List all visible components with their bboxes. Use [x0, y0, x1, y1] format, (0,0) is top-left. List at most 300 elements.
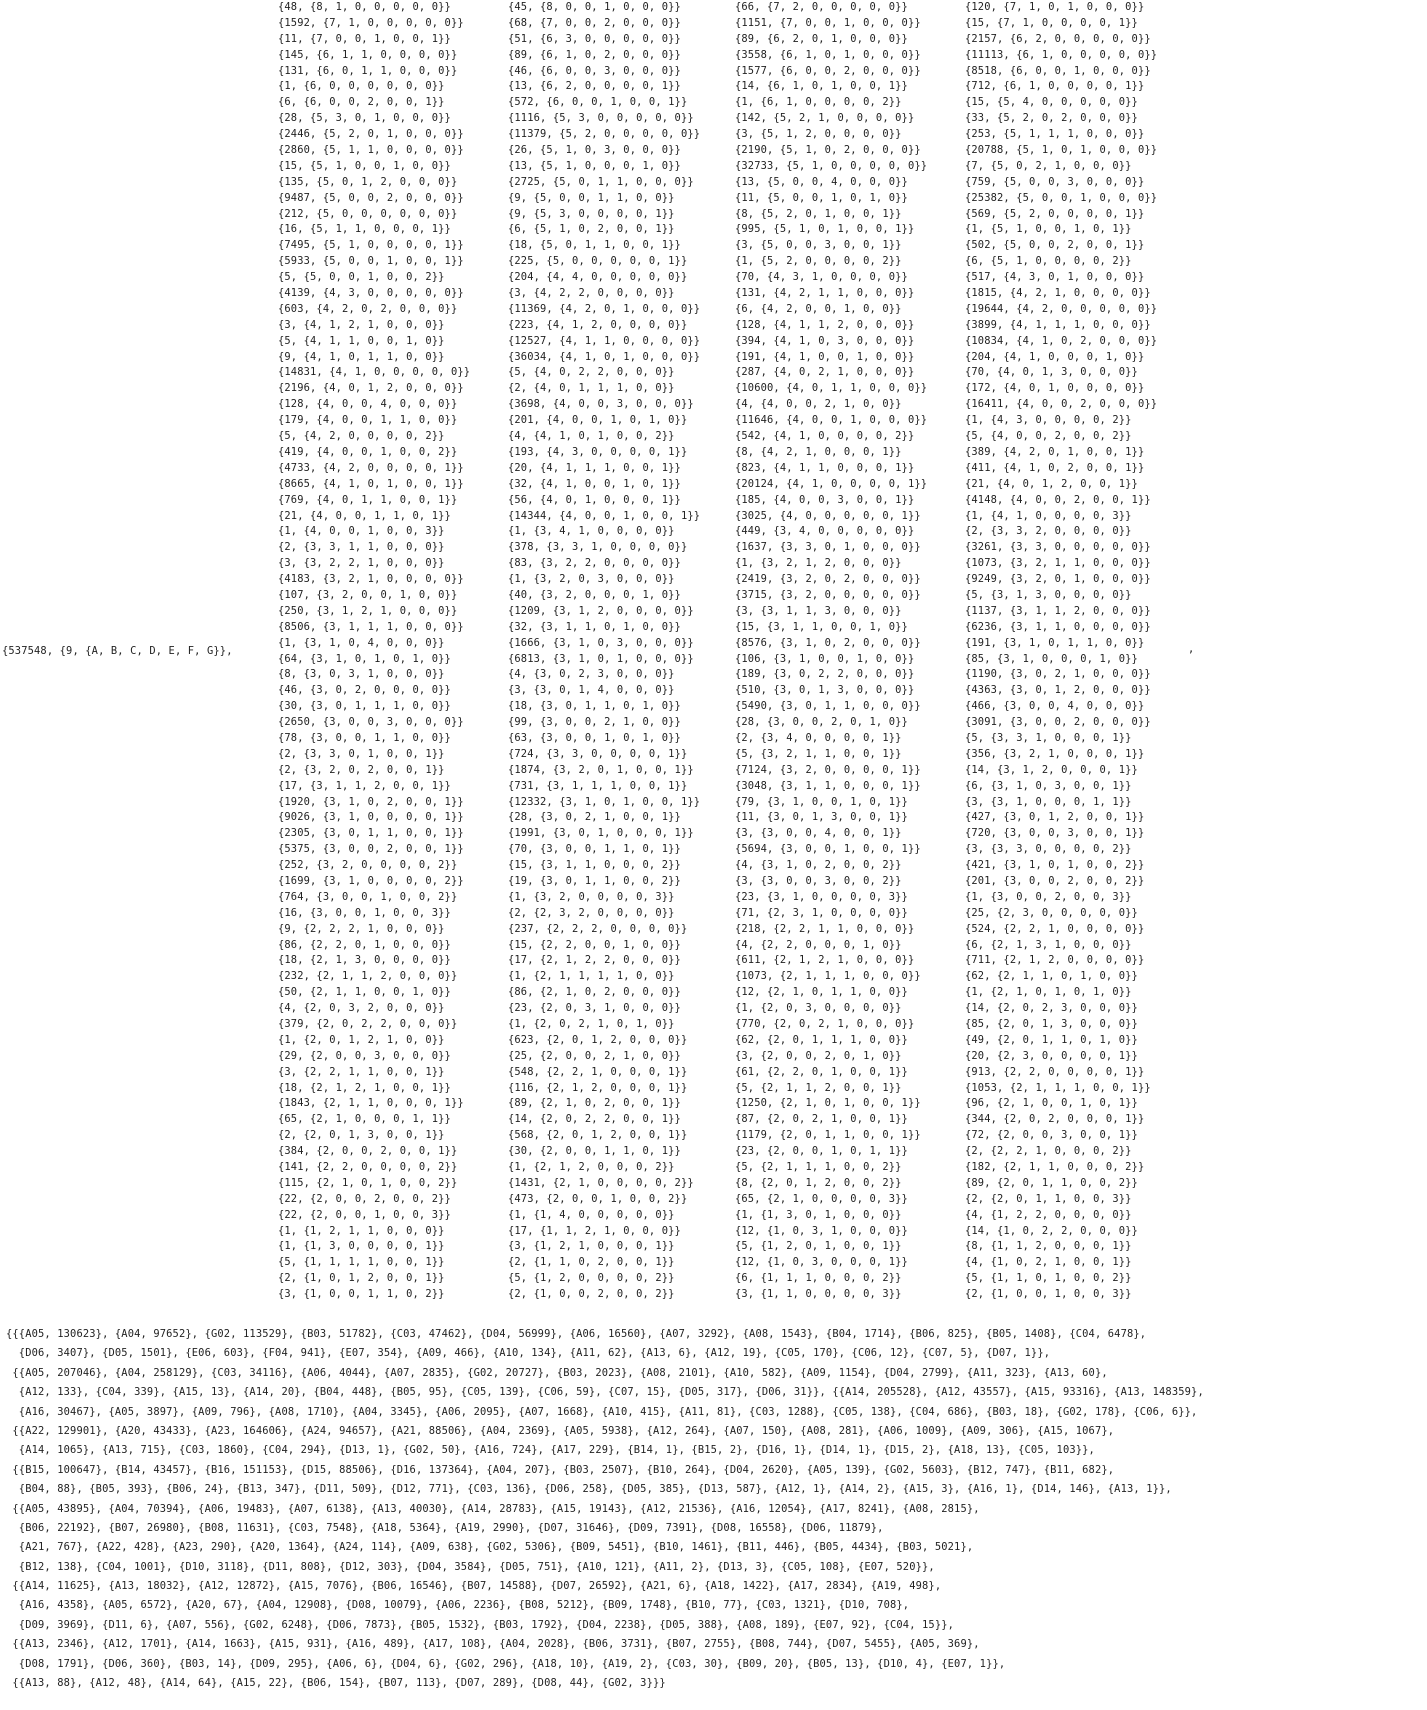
result-entry: {70, {3, 0, 0, 1, 1, 0, 1}} — [508, 843, 681, 856]
result-entry: {344, {2, 0, 2, 0, 0, 0, 1}} — [965, 1113, 1145, 1126]
result-entry: {1, {3, 0, 0, 2, 0, 0, 3}} — [965, 890, 1132, 903]
result-entry: {128, {4, 1, 1, 2, 0, 0, 0}} — [735, 318, 915, 331]
result-entry: {1, {2, 1, 0, 1, 0, 1, 0}} — [965, 986, 1132, 999]
result-entry: {128, {4, 0, 0, 4, 0, 0, 0}} — [278, 398, 458, 411]
result-entry: {2650, {3, 0, 0, 3, 0, 0, 0}} — [278, 716, 464, 729]
result-entry: {3558, {6, 1, 0, 1, 0, 0, 0}} — [735, 48, 921, 61]
result-entry: {11369, {4, 2, 0, 1, 0, 0, 0}} — [508, 302, 701, 315]
footer-line: {{A05, 43895}, {A04, 70394}, {A06, 19483}, {A07, 6138}, {A13, 40030}, {A14, 28783}, {A15, 19143}, {A12, 21536}, {A16, 12054}, {A17, 8241}, {A08, 2815}, — [6, 1502, 980, 1515]
footer-line: {B04, 88}, {B05, 393}, {B06, 24}, {B13, 347}, {D11, 509}, {D12, 771}, {C03, 136}, {D06, 258}, {D05, 385}, {D13, 587}, {A12, 1}, {A14, 2}, {A15, 3}, {A16, 1}, {D14, 146}, {A13, 1}}, — [6, 1483, 1172, 1496]
result-entry: {18, {2, 1, 2, 1, 0, 0, 1}} — [278, 1081, 451, 1094]
result-entry: {764, {3, 0, 0, 1, 0, 0, 2}} — [278, 890, 458, 903]
result-entry: {759, {5, 0, 0, 3, 0, 0, 0}} — [965, 175, 1145, 188]
result-entry: {5, {5, 0, 0, 1, 0, 0, 2}} — [278, 271, 445, 284]
result-entry: {4, {2, 2, 0, 0, 0, 1, 0}} — [735, 938, 902, 951]
result-entry: {106, {3, 1, 0, 0, 1, 0, 0}} — [735, 652, 915, 665]
result-entry: {13, {6, 2, 0, 0, 0, 0, 1}} — [508, 80, 681, 93]
result-entry: {1, {2, 0, 2, 1, 0, 1, 0}} — [508, 1018, 675, 1030]
result-entry: {1, {2, 1, 2, 0, 0, 0, 2}} — [508, 1161, 675, 1174]
result-entry: {1592, {7, 1, 0, 0, 0, 0, 0}} — [278, 16, 464, 29]
result-entry: {5, {3, 2, 1, 1, 0, 0, 1}} — [735, 747, 902, 760]
result-entry: {185, {4, 0, 0, 3, 0, 0, 1}} — [735, 493, 915, 506]
footer-line: {A16, 4358}, {A05, 6572}, {A20, 67}, {A04, 12908}, {D08, 10079}, {A06, 2236}, {B08, 5212}, {B09, 1748}, {B10, 77}, {C03, 1321}, {D10, 708}, — [6, 1599, 910, 1612]
result-entry: {131, {4, 2, 1, 1, 0, 0, 0}} — [735, 287, 915, 300]
result-entry: {21, {4, 0, 0, 1, 1, 0, 1}} — [278, 509, 451, 522]
result-entry: {8, {3, 0, 3, 1, 0, 0, 0}} — [278, 668, 445, 681]
result-entry: {7, {5, 0, 2, 1, 0, 0, 0}} — [965, 159, 1132, 172]
result-entry: {1073, {2, 1, 1, 1, 0, 0, 0}} — [735, 970, 921, 983]
result-entry: {1, {1, 3, 0, 1, 0, 0, 0}} — [735, 1208, 902, 1221]
result-entry: {13, {5, 0, 0, 4, 0, 0, 0}} — [735, 175, 908, 188]
result-entry: {6, {6, 0, 0, 2, 0, 0, 1}} — [278, 96, 445, 109]
result-entry: {56, {4, 0, 1, 0, 0, 0, 1}} — [508, 493, 681, 506]
result-entry: {21, {4, 0, 1, 2, 0, 0, 1}} — [965, 477, 1138, 490]
result-entry: {5933, {5, 0, 0, 1, 0, 0, 1}} — [278, 255, 464, 268]
result-entry: {712, {6, 1, 0, 0, 0, 0, 1}} — [965, 80, 1145, 93]
result-entry: {11646, {4, 0, 0, 1, 0, 0, 0}} — [735, 414, 928, 427]
result-entry: {9, {5, 3, 0, 0, 0, 0, 1}} — [508, 207, 675, 220]
result-column-2 — [508, 0, 700, 1303]
result-entry: {72, {2, 0, 0, 3, 0, 0, 1}} — [965, 1129, 1138, 1142]
result-entry: {1, {2, 1, 1, 1, 1, 0, 0}} — [508, 970, 675, 983]
result-entry: {179, {4, 0, 0, 1, 1, 0, 0}} — [278, 414, 458, 427]
result-entry: {4733, {4, 2, 0, 0, 0, 0, 1}} — [278, 461, 464, 474]
result-entry: {23, {2, 0, 0, 1, 0, 1, 1}} — [735, 1145, 908, 1158]
result-entry: {96, {2, 1, 0, 0, 1, 0, 1}} — [965, 1097, 1138, 1110]
result-entry: {16, {5, 1, 1, 0, 0, 0, 1}} — [278, 223, 451, 236]
result-entry: {25382, {5, 0, 0, 1, 0, 0, 0}} — [965, 191, 1158, 204]
result-entry: {2196, {4, 0, 1, 2, 0, 0, 0}} — [278, 382, 464, 395]
result-entry: {3048, {3, 1, 1, 0, 0, 0, 1}} — [735, 779, 921, 792]
result-entry: {46, {3, 0, 2, 0, 0, 0, 0}} — [278, 684, 451, 697]
result-entry: {9, {2, 2, 2, 1, 0, 0, 0}} — [278, 922, 445, 935]
result-entry: {2725, {5, 0, 1, 1, 0, 0, 0}} — [508, 175, 694, 188]
result-entry: {62, {2, 0, 1, 1, 1, 0, 0}} — [735, 1033, 908, 1046]
result-entry: {218, {2, 2, 1, 1, 0, 0, 0}} — [735, 922, 915, 935]
result-entry: {6, {5, 1, 0, 2, 0, 0, 1}} — [508, 223, 675, 236]
result-entry: {89, {6, 1, 0, 2, 0, 0, 0}} — [508, 48, 681, 61]
result-entry: {172, {4, 0, 1, 0, 0, 0, 0}} — [965, 382, 1145, 395]
result-entry: {12332, {3, 1, 0, 1, 0, 0, 1}} — [508, 795, 701, 808]
result-entry: {46, {6, 0, 0, 3, 0, 0, 0}} — [508, 64, 681, 77]
result-entry: {2446, {5, 2, 0, 1, 0, 0, 0}} — [278, 128, 464, 141]
result-entry: {7124, {3, 2, 0, 0, 0, 0, 1}} — [735, 763, 921, 776]
result-entry: {5, {2, 1, 1, 2, 0, 0, 1}} — [735, 1081, 902, 1094]
result-entry: {449, {3, 4, 0, 0, 0, 0, 0}} — [735, 525, 915, 538]
result-entry: {86, {2, 1, 0, 2, 0, 0, 0}} — [508, 986, 681, 999]
result-entry: {22, {2, 0, 0, 2, 0, 0, 2}} — [278, 1192, 451, 1205]
result-entry: {15, {5, 1, 0, 0, 1, 0, 0}} — [278, 159, 451, 172]
result-entry: {1116, {5, 3, 0, 0, 0, 0, 0}} — [508, 112, 694, 125]
result-entry: {3, {2, 0, 0, 2, 0, 1, 0}} — [735, 1049, 902, 1062]
result-entry: {3, {1, 0, 0, 1, 1, 0, 2}} — [278, 1288, 445, 1301]
result-entry: {15, {2, 2, 0, 0, 1, 0, 0}} — [508, 938, 681, 951]
result-entry: {510, {3, 0, 1, 3, 0, 0, 0}} — [735, 684, 915, 697]
result-entry: {4139, {4, 3, 0, 0, 0, 0, 0}} — [278, 287, 464, 300]
result-entry: {5, {4, 0, 2, 2, 0, 0, 0}} — [508, 366, 675, 379]
result-entry: {3, {3, 3, 0, 0, 0, 0, 2}} — [965, 843, 1132, 856]
result-entry: {1, {4, 0, 0, 1, 0, 0, 3}} — [278, 525, 445, 538]
result-entry: {1190, {3, 0, 2, 1, 0, 0, 0}} — [965, 668, 1151, 681]
result-entry: {28, {5, 3, 0, 1, 0, 0, 0}} — [278, 112, 451, 125]
result-entry: {1, {4, 3, 0, 0, 0, 0, 2}} — [965, 414, 1132, 427]
result-entry: {20788, {5, 1, 0, 1, 0, 0, 0}} — [965, 144, 1158, 157]
result-entry: {731, {3, 1, 1, 1, 0, 0, 1}} — [508, 779, 688, 792]
result-entry: {4, {4, 0, 0, 2, 1, 0, 0}} — [735, 398, 902, 411]
result-entry: {115, {2, 1, 0, 1, 0, 0, 2}} — [278, 1176, 458, 1189]
result-entry: {22, {2, 0, 0, 1, 0, 0, 3}} — [278, 1208, 451, 1221]
result-entry: {1, {2, 0, 1, 2, 1, 0, 0}} — [278, 1033, 445, 1046]
result-entry: {6, {4, 2, 0, 0, 1, 0, 0}} — [735, 302, 902, 315]
result-entry: {71, {2, 3, 1, 0, 0, 0, 0}} — [735, 906, 908, 919]
footer-line: {B12, 138}, {C04, 1001}, {D10, 3118}, {D11, 808}, {D12, 303}, {D04, 3584}, {D05, 751}, {A10, 121}, {A11, 2}, {D13, 3}, {C05, 108}, {E07, 520}}, — [6, 1560, 935, 1573]
result-column-4 — [965, 0, 1157, 1303]
result-entry: {8506, {3, 1, 1, 1, 0, 0, 0}} — [278, 620, 464, 633]
result-entry: {427, {3, 0, 1, 2, 0, 0, 1}} — [965, 811, 1145, 824]
result-entry: {1, {1, 2, 1, 1, 0, 0, 0}} — [278, 1224, 445, 1237]
result-entry: {2190, {5, 1, 0, 2, 0, 0, 0}} — [735, 144, 921, 157]
result-entry: {5, {3, 1, 3, 0, 0, 0, 0}} — [965, 588, 1132, 601]
result-entry: {19, {3, 0, 1, 1, 0, 0, 2}} — [508, 874, 681, 887]
result-entry: {30, {3, 0, 1, 1, 1, 0, 0}} — [278, 700, 451, 713]
result-entry: {1577, {6, 0, 0, 2, 0, 0, 0}} — [735, 64, 921, 77]
result-entry: {5, {4, 0, 0, 2, 0, 0, 2}} — [965, 430, 1132, 443]
result-entry: {14, {2, 0, 2, 3, 0, 0, 0}} — [965, 1002, 1138, 1015]
result-entry: {4, {4, 1, 0, 1, 0, 0, 2}} — [508, 430, 675, 443]
footer-line: {D09, 3969}, {D11, 6}, {A07, 556}, {G02, 6248}, {D06, 7873}, {B05, 1532}, {B03, 1792}, {D04, 2238}, {D05, 388}, {A08, 189}, {E07, 92}, {C04, 15}}, — [6, 1618, 955, 1631]
result-entry: {1666, {3, 1, 0, 3, 0, 0, 0}} — [508, 636, 694, 649]
result-entry: {5375, {3, 0, 0, 2, 0, 0, 1}} — [278, 843, 464, 856]
result-entry: {12527, {4, 1, 1, 0, 0, 0, 0}} — [508, 334, 701, 347]
result-entry: {9026, {3, 1, 0, 0, 0, 0, 1}} — [278, 811, 464, 824]
footer-line: {A21, 767}, {A22, 428}, {A23, 290}, {A20, 1364}, {A24, 114}, {A09, 638}, {G02, 5306}, {B09, 5451}, {B10, 1461}, {B11, 446}, {B05, 4434}, {B03, 5021}, — [6, 1541, 974, 1554]
result-entry: {6, {3, 1, 0, 3, 0, 0, 1}} — [965, 779, 1132, 792]
result-entry: {68, {7, 0, 0, 2, 0, 0, 0}} — [508, 16, 681, 29]
result-entry: {20, {4, 1, 1, 1, 0, 0, 1}} — [508, 461, 681, 474]
result-entry: {14, {2, 0, 2, 2, 0, 0, 1}} — [508, 1113, 681, 1126]
result-entry: {6, {5, 1, 0, 0, 0, 0, 2}} — [965, 255, 1132, 268]
result-entry: {204, {4, 1, 0, 0, 0, 1, 0}} — [965, 350, 1145, 363]
result-entry: {8665, {4, 1, 0, 1, 0, 0, 1}} — [278, 477, 464, 490]
result-entry: {19644, {4, 2, 0, 0, 0, 0, 0}} — [965, 302, 1158, 315]
result-entry: {2, {1, 0, 1, 2, 0, 0, 1}} — [278, 1272, 445, 1285]
result-entry: {237, {2, 2, 2, 0, 0, 0, 0}} — [508, 922, 688, 935]
result-entry: {378, {3, 3, 1, 0, 0, 0, 0}} — [508, 541, 688, 554]
result-entry: {65, {2, 1, 0, 0, 0, 1, 1}} — [278, 1113, 451, 1126]
result-entry: {1815, {4, 2, 1, 0, 0, 0, 0}} — [965, 287, 1151, 300]
result-entry: {16411, {4, 0, 0, 2, 0, 0, 0}} — [965, 398, 1158, 411]
result-entry: {1, {3, 4, 1, 0, 0, 0, 0}} — [508, 525, 675, 538]
result-entry: {3, {1, 1, 0, 0, 0, 0, 3}} — [735, 1288, 902, 1301]
result-entry: {223, {4, 1, 2, 0, 0, 0, 0}} — [508, 318, 688, 331]
result-entry: {131, {6, 0, 1, 1, 0, 0, 0}} — [278, 64, 458, 77]
result-entry: {250, {3, 1, 2, 1, 0, 0, 0}} — [278, 604, 458, 617]
result-entry: {70, {4, 3, 1, 0, 0, 0, 0}} — [735, 271, 908, 284]
result-entry: {394, {4, 1, 0, 3, 0, 0, 0}} — [735, 334, 915, 347]
result-entry: {3, {3, 2, 2, 1, 0, 0, 0}} — [278, 557, 445, 570]
result-entry: {15, {7, 1, 0, 0, 0, 0, 1}} — [965, 16, 1138, 29]
result-entry: {287, {4, 0, 2, 1, 0, 0, 0}} — [735, 366, 915, 379]
result-entry: {40, {3, 2, 0, 0, 0, 1, 0}} — [508, 588, 681, 601]
result-entry: {4, {1, 2, 2, 0, 0, 0, 0}} — [965, 1208, 1132, 1221]
result-entry: {1, {3, 2, 0, 3, 0, 0, 0}} — [508, 573, 675, 586]
result-entry: {107, {3, 2, 0, 0, 1, 0, 0}} — [278, 588, 458, 601]
result-entry: {2, {3, 4, 0, 0, 0, 0, 1}} — [735, 731, 902, 744]
result-entry: {2, {1, 1, 0, 2, 0, 0, 1}} — [508, 1256, 675, 1269]
result-entry: {2, {2, 0, 1, 1, 0, 0, 3}} — [965, 1192, 1132, 1205]
result-entry: {51, {6, 3, 0, 0, 0, 0, 0}} — [508, 32, 681, 45]
result-entry: {63, {3, 0, 0, 1, 0, 1, 0}} — [508, 731, 681, 744]
result-entry: {26, {5, 1, 0, 3, 0, 0, 0}} — [508, 144, 681, 157]
footer-line: {A12, 133}, {C04, 339}, {A15, 13}, {A14, 20}, {B04, 448}, {B05, 95}, {C05, 139}, {C06, 59}, {C07, 15}, {D05, 317}, {D06, 31}}, {{A14, 205528}, {A12, 43557}, {A15, 93316}, {A13, 148359}, — [6, 1386, 1204, 1399]
result-entry: {17, {3, 1, 1, 2, 0, 0, 1}} — [278, 779, 451, 792]
result-entry: {12, {2, 1, 0, 1, 1, 0, 0}} — [735, 986, 908, 999]
result-entry: {10834, {4, 1, 0, 2, 0, 0, 0}} — [965, 334, 1158, 347]
result-entry: {85, {2, 0, 1, 3, 0, 0, 0}} — [965, 1018, 1138, 1030]
result-entry: {32, {3, 1, 1, 0, 1, 0, 0}} — [508, 620, 681, 633]
result-entry: {89, {2, 0, 1, 1, 0, 0, 2}} — [965, 1176, 1138, 1189]
result-entry: {204, {4, 4, 0, 0, 0, 0, 0}} — [508, 271, 688, 284]
result-entry: {1, {3, 2, 1, 2, 0, 0, 0}} — [735, 557, 902, 570]
result-entry: {5694, {3, 0, 0, 1, 0, 0, 1}} — [735, 843, 921, 856]
result-entry: {1, {3, 2, 0, 0, 0, 0, 3}} — [508, 890, 675, 903]
result-entry: {64, {3, 1, 0, 1, 0, 1, 0}} — [278, 652, 451, 665]
footer-line: {A16, 30467}, {A05, 3897}, {A09, 796}, {A08, 1710}, {A04, 3345}, {A06, 2095}, {A07, 1668}, {A10, 415}, {A11, 81}, {C03, 1288}, {C05, 138}, {C04, 686}, {B03, 18}, {G02, 178}, {C06, 6}}, — [6, 1405, 1198, 1418]
result-entry: {2, {4, 0, 1, 1, 1, 0, 0}} — [508, 382, 675, 395]
result-entry: {3, {3, 1, 1, 3, 0, 0, 0}} — [735, 604, 902, 617]
result-entry: {995, {5, 1, 0, 1, 0, 0, 1}} — [735, 223, 915, 236]
result-entry: {85, {3, 1, 0, 0, 0, 1, 0}} — [965, 652, 1138, 665]
result-entry: {66, {7, 2, 0, 0, 0, 0, 0}} — [735, 1, 908, 13]
result-entry: {9487, {5, 0, 0, 2, 0, 0, 0}} — [278, 191, 464, 204]
result-entry: {1, {1, 4, 0, 0, 0, 0, 0}} — [508, 1208, 675, 1221]
result-entry: {142, {5, 2, 1, 0, 0, 0, 0}} — [735, 112, 915, 125]
result-entry: {1209, {3, 1, 2, 0, 0, 0, 0}} — [508, 604, 694, 617]
result-entry: {253, {5, 1, 1, 1, 0, 0, 0}} — [965, 128, 1145, 141]
result-entry: {769, {4, 0, 1, 1, 0, 0, 1}} — [278, 493, 458, 506]
result-entry: {1, {5, 2, 0, 0, 0, 0, 2}} — [735, 255, 902, 268]
result-entry: {3261, {3, 3, 0, 0, 0, 0, 0}} — [965, 541, 1151, 554]
result-entry: {28, {3, 0, 2, 1, 0, 0, 1}} — [508, 811, 681, 824]
footer-line: {{A05, 207046}, {A04, 258129}, {C03, 34116}, {A06, 4044}, {A07, 2835}, {G02, 20727}, {B03, 2023}, {A08, 2101}, {A10, 582}, {A09, 1154}, {D04, 2799}, {A11, 323}, {A13, 60}, — [6, 1366, 1108, 1379]
result-entry: {1431, {2, 1, 0, 0, 0, 0, 2}} — [508, 1176, 694, 1189]
result-entry: {466, {3, 0, 0, 4, 0, 0, 0}} — [965, 700, 1145, 713]
result-entry: {1874, {3, 2, 0, 1, 0, 0, 1}} — [508, 763, 694, 776]
result-entry: {120, {7, 1, 0, 1, 0, 0, 0}} — [965, 1, 1145, 13]
result-entry: {379, {2, 0, 2, 2, 0, 0, 0}} — [278, 1018, 458, 1030]
result-entry: {1637, {3, 3, 0, 1, 0, 0, 0}} — [735, 541, 921, 554]
result-entry: {2, {2, 3, 2, 0, 0, 0, 0}} — [508, 906, 675, 919]
result-entry: {384, {2, 0, 0, 2, 0, 0, 1}} — [278, 1145, 458, 1158]
result-entry: {232, {2, 1, 1, 2, 0, 0, 0}} — [278, 970, 458, 983]
result-entry: {10600, {4, 0, 1, 1, 0, 0, 0}} — [735, 382, 928, 395]
result-entry: {2, {2, 2, 1, 0, 0, 0, 2}} — [965, 1145, 1132, 1158]
result-entry: {14, {3, 1, 2, 0, 0, 0, 1}} — [965, 763, 1138, 776]
result-entry: {1, {5, 1, 0, 0, 1, 0, 1}} — [965, 223, 1132, 236]
result-entry: {623, {2, 0, 1, 2, 0, 0, 0}} — [508, 1033, 688, 1046]
result-entry: {13, {5, 1, 0, 0, 0, 1, 0}} — [508, 159, 681, 172]
result-entry: {3, {3, 0, 1, 4, 0, 0, 0}} — [508, 684, 675, 697]
result-entry: {1, {3, 1, 0, 4, 0, 0, 0}} — [278, 636, 445, 649]
result-entry: {23, {3, 1, 0, 0, 0, 0, 3}} — [735, 890, 908, 903]
result-entry: {20, {2, 3, 0, 0, 0, 0, 1}} — [965, 1049, 1138, 1062]
result-entry: {5, {1, 2, 0, 0, 0, 0, 2}} — [508, 1272, 675, 1285]
result-entry: {3715, {3, 2, 0, 0, 0, 0, 0}} — [735, 588, 921, 601]
result-entry: {29, {2, 0, 0, 3, 0, 0, 0}} — [278, 1049, 451, 1062]
result-entry: {4183, {3, 2, 1, 0, 0, 0, 0}} — [278, 573, 464, 586]
result-entry: {2, {1, 0, 0, 2, 0, 0, 2}} — [508, 1288, 675, 1301]
result-entry: {225, {5, 0, 0, 0, 0, 0, 1}} — [508, 255, 688, 268]
result-entry: {11, {7, 0, 0, 1, 0, 0, 1}} — [278, 32, 451, 45]
result-entry: {36034, {4, 1, 0, 1, 0, 0, 0}} — [508, 350, 701, 363]
result-entry: {611, {2, 1, 2, 1, 0, 0, 0}} — [735, 954, 915, 967]
result-entry: {11113, {6, 1, 0, 0, 0, 0, 0}} — [965, 48, 1158, 61]
result-entry: {45, {8, 0, 0, 1, 0, 0, 0}} — [508, 1, 681, 13]
result-entry: {419, {4, 0, 0, 1, 0, 0, 2}} — [278, 445, 458, 458]
result-entry: {3, {3, 1, 0, 0, 0, 1, 1}} — [965, 795, 1132, 808]
result-entry: {8576, {3, 1, 0, 2, 0, 0, 0}} — [735, 636, 921, 649]
footer-line: {{A13, 2346}, {A12, 1701}, {A14, 1663}, {A15, 931}, {A16, 489}, {A17, 108}, {A04, 2028}, {B06, 3731}, {B07, 2755}, {B08, 744}, {D07, 5455}, {A05, 369}, — [6, 1638, 980, 1651]
result-entry: {79, {3, 1, 0, 0, 1, 0, 1}} — [735, 795, 908, 808]
result-entry: {2419, {3, 2, 0, 2, 0, 0, 0}} — [735, 573, 921, 586]
result-entry: {78, {3, 0, 0, 1, 1, 0, 0}} — [278, 731, 451, 744]
result-entry: {50, {2, 1, 1, 0, 0, 1, 0}} — [278, 986, 451, 999]
result-entry: {1991, {3, 0, 1, 0, 0, 0, 1}} — [508, 827, 694, 840]
result-entry: {1920, {3, 1, 0, 2, 0, 0, 1}} — [278, 795, 464, 808]
result-entry: {2, {3, 3, 2, 0, 0, 0, 0}} — [965, 525, 1132, 538]
result-entry: {1, {6, 0, 0, 0, 0, 0, 0}} — [278, 80, 445, 93]
result-entry: {8518, {6, 0, 0, 1, 0, 0, 0}} — [965, 64, 1151, 77]
footer-line: {{{A05, 130623}, {A04, 97652}, {G02, 113529}, {B03, 51782}, {C03, 47462}, {D04, 56999}, {A06, 16560}, {A07, 3292}, {A08, 1543}, {B04, 1714}, {B06, 825}, {B05, 1408}, {C04, 6478}, — [6, 1328, 1147, 1340]
result-entry: {3698, {4, 0, 0, 3, 0, 0, 0}} — [508, 398, 694, 411]
result-entry: {14, {6, 1, 0, 1, 0, 0, 1}} — [735, 80, 908, 93]
result-entry: {517, {4, 3, 0, 1, 0, 0, 0}} — [965, 271, 1145, 284]
result-entry: {32733, {5, 1, 0, 0, 0, 0, 0}} — [735, 159, 928, 172]
result-entry: {5, {1, 2, 0, 1, 0, 0, 1}} — [735, 1240, 902, 1253]
result-entry: {3025, {4, 0, 0, 0, 0, 0, 1}} — [735, 509, 921, 522]
result-entry: {2, {2, 0, 1, 3, 0, 0, 1}} — [278, 1129, 445, 1142]
result-entry: {99, {3, 0, 0, 2, 1, 0, 0}} — [508, 716, 681, 729]
result-entry: {12, {1, 0, 3, 1, 0, 0, 0}} — [735, 1224, 908, 1237]
result-entry: {3, {4, 1, 2, 1, 0, 0, 0}} — [278, 318, 445, 331]
result-entry: {14, {1, 0, 2, 2, 0, 0, 0}} — [965, 1224, 1138, 1237]
footer-line: {D06, 3407}, {D05, 1501}, {E06, 603}, {F04, 941}, {E07, 354}, {A09, 466}, {A10, 134}, {A11, 62}, {A13, 6}, {A12, 19}, {C05, 170}, {C06, 12}, {C07, 5}, {D07, 1}}, — [6, 1347, 1051, 1360]
result-entry: {201, {4, 0, 0, 1, 0, 1, 0}} — [508, 414, 688, 427]
result-entry: {17, {2, 1, 2, 2, 0, 0, 0}} — [508, 954, 681, 967]
result-entry: {65, {2, 1, 0, 0, 0, 0, 3}} — [735, 1192, 908, 1205]
result-entry: {1, {6, 1, 0, 0, 0, 0, 2}} — [735, 96, 902, 109]
result-entry: {191, {3, 1, 0, 1, 1, 0, 0}} — [965, 636, 1145, 649]
result-entry: {3, {3, 0, 0, 3, 0, 0, 2}} — [735, 874, 902, 887]
result-entry: {1843, {2, 1, 1, 0, 0, 0, 1}} — [278, 1097, 464, 1110]
result-entry: {11379, {5, 2, 0, 0, 0, 0, 0}} — [508, 128, 701, 141]
result-entry: {5, {1, 1, 1, 1, 0, 0, 1}} — [278, 1256, 445, 1269]
footer-line: {{A14, 11625}, {A13, 18032}, {A12, 12872}, {A15, 7076}, {B06, 16546}, {B07, 14588}, {D07, 26592}, {A21, 6}, {A18, 1422}, {A17, 2834}, {A19, 498}, — [6, 1580, 942, 1593]
footer-line: {B06, 22192}, {B07, 26980}, {B08, 11631}, {C03, 7548}, {A18, 5364}, {A19, 2990}, {D07, 31646}, {D09, 7391}, {D08, 16558}, {D06, 11879}, — [6, 1521, 884, 1534]
result-entry: {17, {1, 1, 2, 1, 0, 0, 0}} — [508, 1224, 681, 1237]
result-entry: {145, {6, 1, 1, 0, 0, 0, 0}} — [278, 48, 458, 61]
result-entry: {12, {1, 0, 3, 0, 0, 0, 1}} — [735, 1256, 908, 1269]
result-entry: {770, {2, 0, 2, 1, 0, 0, 0}} — [735, 1018, 915, 1030]
result-entry: {1699, {3, 1, 0, 0, 0, 0, 2}} — [278, 874, 464, 887]
result-entry: {33, {5, 2, 0, 2, 0, 0, 0}} — [965, 112, 1138, 125]
result-entry: {389, {4, 2, 0, 1, 0, 0, 1}} — [965, 445, 1145, 458]
column-separator-comma: , — [1188, 643, 1195, 655]
result-entry: {15, {3, 1, 1, 0, 0, 0, 2}} — [508, 859, 681, 872]
result-entry: {1250, {2, 1, 0, 1, 0, 0, 1}} — [735, 1097, 921, 1110]
result-entry: {356, {3, 2, 1, 0, 0, 0, 1}} — [965, 747, 1145, 760]
footer-line: {{A22, 129901}, {A20, 43433}, {A23, 164606}, {A24, 94657}, {A21, 88506}, {A04, 2369}, {A05, 5938}, {A12, 264}, {A07, 150}, {A08, 281}, {A06, 1009}, {A09, 306}, {A15, 1067}, — [6, 1424, 1115, 1437]
result-entry: {61, {2, 2, 0, 1, 0, 0, 1}} — [735, 1065, 908, 1078]
result-entry: {189, {3, 0, 2, 2, 0, 0, 0}} — [735, 668, 915, 681]
result-entry: {8, {4, 2, 1, 0, 0, 0, 1}} — [735, 445, 902, 458]
result-entry: {548, {2, 2, 1, 0, 0, 0, 1}} — [508, 1065, 688, 1078]
result-entry: {1053, {2, 1, 1, 1, 0, 0, 1}} — [965, 1081, 1151, 1094]
result-entry: {25, {2, 3, 0, 0, 0, 0, 0}} — [965, 906, 1138, 919]
result-entry: {3, {3, 0, 0, 4, 0, 0, 1}} — [735, 827, 902, 840]
result-entry: {48, {8, 1, 0, 0, 0, 0, 0}} — [278, 1, 451, 13]
result-entry: {4363, {3, 0, 1, 2, 0, 0, 0}} — [965, 684, 1151, 697]
result-entry: {182, {2, 1, 1, 0, 0, 0, 2}} — [965, 1161, 1145, 1174]
result-entry: {823, {4, 1, 1, 0, 0, 0, 1}} — [735, 461, 915, 474]
result-entry: {3, {2, 2, 1, 1, 0, 0, 1}} — [278, 1065, 445, 1078]
result-entry: {15, {3, 1, 1, 0, 0, 1, 0}} — [735, 620, 908, 633]
result-entry: {473, {2, 0, 0, 1, 0, 0, 2}} — [508, 1192, 688, 1205]
result-entry: {421, {3, 1, 0, 1, 0, 0, 2}} — [965, 859, 1145, 872]
footer-line: {{A13, 88}, {A12, 48}, {A14, 64}, {A15, 22}, {B06, 154}, {B07, 113}, {D07, 289}, {D08, 44}, {G02, 3}}} — [6, 1677, 666, 1690]
result-entry: {1179, {2, 0, 1, 1, 0, 0, 1}} — [735, 1129, 921, 1142]
result-entry: {9249, {3, 2, 0, 1, 0, 0, 0}} — [965, 573, 1151, 586]
result-entry: {5, {2, 1, 1, 1, 0, 0, 2}} — [735, 1161, 902, 1174]
result-entry: {70, {4, 0, 1, 3, 0, 0, 0}} — [965, 366, 1138, 379]
result-entry: {86, {2, 2, 0, 1, 0, 0, 0}} — [278, 938, 451, 951]
result-entry: {20124, {4, 1, 0, 0, 0, 0, 1}} — [735, 477, 928, 490]
result-entry: {25, {2, 0, 0, 2, 1, 0, 0}} — [508, 1049, 681, 1062]
result-entry: {15, {5, 4, 0, 0, 0, 0, 0}} — [965, 96, 1138, 109]
result-entry: {524, {2, 2, 1, 0, 0, 0, 0}} — [965, 922, 1145, 935]
result-entry: {18, {2, 1, 3, 0, 0, 0, 0}} — [278, 954, 451, 967]
result-entry: {724, {3, 3, 0, 0, 0, 0, 1}} — [508, 747, 688, 760]
result-entry: {2, {3, 2, 0, 2, 0, 0, 1}} — [278, 763, 445, 776]
result-entry: {542, {4, 1, 0, 0, 0, 0, 2}} — [735, 430, 915, 443]
result-entry: {603, {4, 2, 0, 2, 0, 0, 0}} — [278, 302, 458, 315]
result-entry: {720, {3, 0, 0, 3, 0, 0, 1}} — [965, 827, 1145, 840]
result-entry: {2, {3, 3, 1, 1, 0, 0, 0}} — [278, 541, 445, 554]
result-entry: {6, {1, 1, 1, 0, 0, 0, 2}} — [735, 1272, 902, 1285]
result-entry: {5, {1, 1, 0, 1, 0, 0, 2}} — [965, 1272, 1132, 1285]
result-entry: {2157, {6, 2, 0, 0, 0, 0, 0}} — [965, 32, 1151, 45]
result-entry: {572, {6, 0, 0, 1, 0, 0, 1}} — [508, 96, 688, 109]
result-entry: {6236, {3, 1, 1, 0, 0, 0, 0}} — [965, 620, 1151, 633]
result-entry: {62, {2, 1, 1, 0, 1, 0, 0}} — [965, 970, 1138, 983]
result-entry: {23, {2, 0, 3, 1, 0, 0, 0}} — [508, 1002, 681, 1015]
result-entry: {3091, {3, 0, 0, 2, 0, 0, 0}} — [965, 716, 1151, 729]
result-entry: {1, {4, 1, 0, 0, 0, 0, 3}} — [965, 509, 1132, 522]
result-entry: {5, {4, 2, 0, 0, 0, 0, 2}} — [278, 430, 445, 443]
result-entry: {89, {6, 2, 0, 1, 0, 0, 0}} — [735, 32, 908, 45]
result-entry: {5, {4, 1, 1, 0, 0, 1, 0}} — [278, 334, 445, 347]
result-entry: {32, {4, 1, 0, 0, 1, 0, 1}} — [508, 477, 681, 490]
result-entry: {3, {5, 1, 2, 0, 0, 0, 0}} — [735, 128, 902, 141]
footer-line: {D08, 1791}, {D06, 360}, {B03, 14}, {D09, 295}, {A06, 6}, {D04, 6}, {G02, 296}, {A18, 10}, {A19, 2}, {C03, 30}, {B09, 20}, {B05, 13}, {D10, 4}, {E07, 1}}, — [6, 1657, 1006, 1670]
result-entry: {411, {4, 1, 0, 2, 0, 0, 1}} — [965, 461, 1145, 474]
result-entry: {1, {1, 3, 0, 0, 0, 0, 1}} — [278, 1240, 445, 1253]
result-prefix: {537548, {9, {A, B, C, D, E, F, G}}, — [2, 645, 233, 657]
result-entry: {4, {1, 0, 2, 1, 0, 0, 1}} — [965, 1256, 1132, 1269]
result-entry: {18, {3, 0, 1, 1, 0, 1, 0}} — [508, 700, 681, 713]
result-entry: {502, {5, 0, 0, 2, 0, 0, 1}} — [965, 239, 1145, 252]
result-entry: {11, {5, 0, 0, 1, 0, 1, 0}} — [735, 191, 908, 204]
